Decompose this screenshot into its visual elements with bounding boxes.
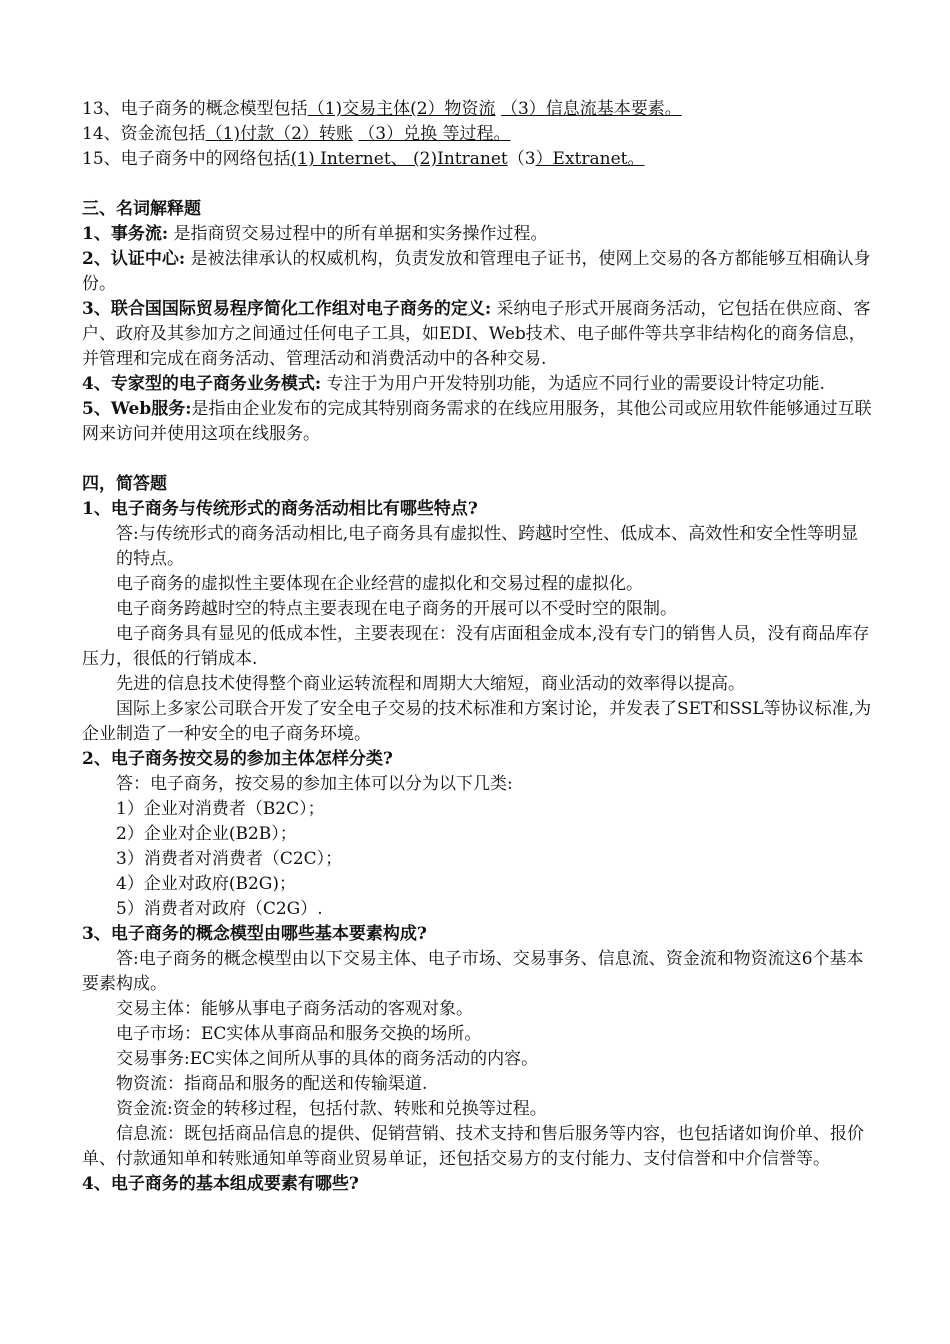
fill-14-answer-a: （1)付款（2）转账 xyxy=(205,124,353,144)
fill-13-prefix: 13、电子商务的概念模型包括 xyxy=(82,99,308,119)
fill-blank-13 xyxy=(82,97,872,122)
question-3-paragraph: 物资流：指商品和服务的配送和传输渠道. xyxy=(116,1074,428,1094)
term-label: 3、联合国国际贸易程序简化工作组对电子商务的定义: xyxy=(82,299,492,319)
term-text: 是被法律承认的权威机构，负责发放和管理电子证书，使网上交易的各方都能够互相确认身份。 xyxy=(82,249,871,294)
term-text: 是指商贸交易过程中的所有单据和实务操作过程。 xyxy=(168,224,548,244)
list-item: 1）企业对消费者（B2C）； xyxy=(116,799,325,819)
section-heading-terms: 三、名词解释题 xyxy=(82,199,201,219)
question-1-title: 1、电子商务与传统形式的商务活动相比有哪些特点? xyxy=(82,499,478,519)
term-item-4 xyxy=(82,372,872,397)
question-1-paragraph: 先进的信息技术使得整个商业运转流程和周期大大缩短，商业活动的效率得以提高。 xyxy=(116,674,745,694)
fill-13-answer-b: （3）信息流基本要素。 xyxy=(500,99,682,119)
fill-14-suffix: 等过程。 xyxy=(437,124,511,144)
term-label: 4、专家型的电子商务业务模式: xyxy=(82,374,322,394)
question-4-title: 4、电子商务的基本组成要素有哪些? xyxy=(82,1174,359,1194)
list-item: 4）企业对政府(B2G)； xyxy=(116,874,296,894)
question-3-paragraph: 交易主体：能够从事电子商务活动的客观对象。 xyxy=(116,999,473,1019)
list-item: 3）消费者对消费者（C2C）； xyxy=(116,849,343,869)
question-1-paragraph: 电子商务具有显见的低成本性，主要表现在：没有店面租金成本,没有专门的销售人员，没有商品库存压力，很低的行销成本. xyxy=(82,624,870,669)
question-1-answer: 答:与传统形式的商务活动相比,电子商务具有虚拟性、跨越时空性、低成本、高效性和安全性等明显的特点。 xyxy=(116,524,859,569)
term-text: 采纳电子形式开展商务活动，它包括在供应商、客户、政府及其参加方之间通过任何电子工具，如EDI、Web技术、电子邮件等共享非结构化的商务信息，并管理和完成在商务活动、管理活动和消费活动中的各种交易. xyxy=(82,299,871,369)
term-label: 5、Web服务: xyxy=(82,399,192,419)
list-item: 5）消费者对政府（C2G）. xyxy=(116,899,323,919)
fill-13-answer-a: （1)交易主体(2）物资流 xyxy=(307,99,496,119)
question-3-answer: 答:电子商务的概念模型由以下交易主体、电子市场、交易事务、信息流、资金流和物资流这6个基本要素构成。 xyxy=(82,949,864,994)
question-3-paragraph: 交易事务:EC实体之间所从事的具体的商务活动的内容。 xyxy=(116,1049,539,1069)
question-1-paragraph: 电子商务的虚拟性主要体现在企业经营的虚拟化和交易过程的虚拟化。 xyxy=(116,574,643,594)
term-label: 2、认证中心: xyxy=(82,249,186,269)
term-item-3 xyxy=(82,297,872,372)
fill-blank-14 xyxy=(82,122,872,147)
question-2-answer: 答：电子商务，按交易的参加主体可以分为以下几类: xyxy=(116,774,513,794)
document-page xyxy=(82,97,872,1197)
question-1-paragraph: 国际上多家公司联合开发了安全电子交易的技术标准和方案讨论，并发表了SET和SSL等协议标准,为企业制造了一种安全的电子商务环境。 xyxy=(82,699,872,744)
question-2-title: 2、电子商务按交易的参加主体怎样分类? xyxy=(82,749,393,769)
fill-15-answer-a: (1) Internet、 (2)Intranet xyxy=(290,149,508,169)
term-item-1 xyxy=(82,222,872,247)
fill-15-answer-b: ）Extranet。 xyxy=(535,149,645,169)
fill-15-mid: （3 xyxy=(507,149,536,169)
question-3-paragraph: 信息流：既包括商品信息的提供、促销营销、技术支持和售后服务等内容，也包括诸如询价单、报价单、付款通知单和转账通知单等商业贸易单证，还包括交易方的支付能力、支付信誉和中介信誉等。 xyxy=(82,1124,864,1169)
fill-blank-15 xyxy=(82,147,872,172)
fill-15-prefix: 15、电子商务中的网络包括 xyxy=(82,149,291,169)
term-label: 1、事务流: xyxy=(82,224,169,244)
term-item-5 xyxy=(82,397,872,447)
term-text: 专注于为用户开发特别功能，为适应不同行业的需要设计特定功能. xyxy=(321,374,825,394)
term-text: 是指由企业发布的完成其特别商务需求的在线应用服务，其他公司或应用软件能够通过互联网来访问并使用这项在线服务。 xyxy=(82,399,872,444)
list-item: 2）企业对企业(B2B）； xyxy=(116,824,297,844)
question-3-paragraph: 电子市场：EC实体从事商品和服务交换的场所。 xyxy=(116,1024,482,1044)
fill-14-prefix: 14、资金流包括 xyxy=(82,124,206,144)
term-item-2 xyxy=(82,247,872,297)
question-3-paragraph: 资金流:资金的转移过程，包括付款、转账和兑换等过程。 xyxy=(116,1099,547,1119)
section-heading-short-answer: 四，简答题 xyxy=(82,474,167,494)
question-3-title: 3、电子商务的概念模型由哪些基本要素构成? xyxy=(82,924,427,944)
fill-14-answer-b: （3）兑换 xyxy=(358,124,438,144)
question-1-paragraph: 电子商务跨越时空的特点主要表现在电子商务的开展可以不受时空的限制。 xyxy=(116,599,677,619)
